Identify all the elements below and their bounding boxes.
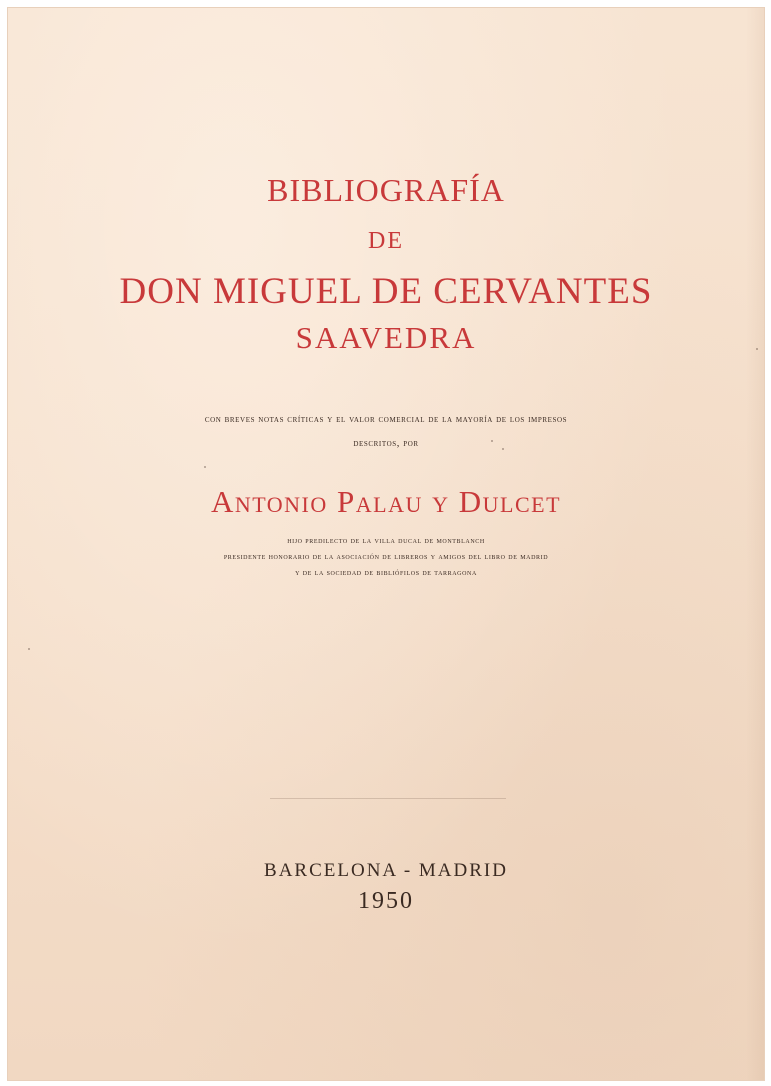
paper-speck — [756, 348, 758, 350]
title-line-don-miguel: DON MIGUEL DE CERVANTES — [119, 271, 653, 312]
title-page — [8, 8, 764, 1080]
author-credential: hijo predilecto de la villa ducal de montblanch — [287, 535, 485, 545]
paper-speck — [491, 440, 493, 442]
title-line-bibliografia: BIBLIOGRAFÍA — [267, 172, 505, 208]
paper-speck — [28, 648, 30, 650]
paper-speck — [446, 299, 448, 301]
imprint-place: BARCELONA - MADRID — [264, 860, 508, 881]
title-line-de: DE — [368, 228, 404, 254]
subtitle-line-1: con breves notas críticas y el valor comercial de la mayoría de los impresos — [204, 414, 568, 425]
paper-speck — [502, 448, 504, 450]
author-credential: y de la sociedad de bibliófilos de tarragona — [295, 567, 477, 577]
subtitle-line-2: descritos, por — [353, 438, 419, 449]
author-credential: presidente honorario de la asociación de libreros y amigos del libro de madrid — [223, 551, 549, 561]
title-line-saavedra: SAAVEDRA — [295, 320, 477, 355]
paper-speck — [204, 466, 206, 468]
faint-rule — [270, 798, 506, 799]
imprint-year: 1950 — [358, 888, 414, 914]
author-name: Antonio Palau y Dulcet — [210, 484, 562, 519]
